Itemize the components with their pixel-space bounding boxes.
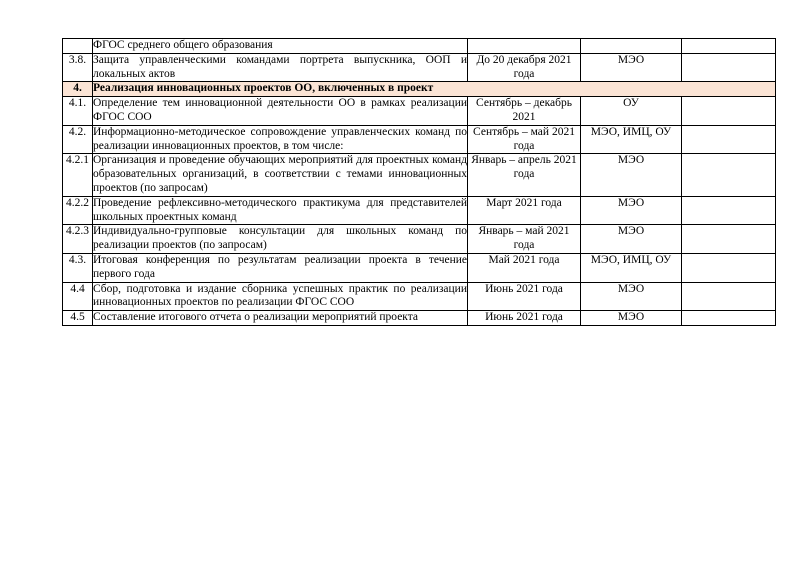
row-number-cell: 3.8.	[63, 53, 93, 82]
row-number-cell: 4.1.	[63, 97, 93, 126]
row-number-cell: 4.4	[63, 282, 93, 311]
activity-cell: Защита управленческими командами портрета выпускника, ООП и локальных актов	[93, 53, 468, 82]
dates-cell: Сентябрь – май 2021 года	[468, 125, 581, 154]
responsible-cell: МЭО	[581, 225, 682, 254]
notes-cell	[682, 154, 776, 196]
row-number-cell: 4.5	[63, 311, 93, 326]
activity-cell: Информационно-методическое сопровождение управленческих команд по реализации инновационных проектов, в том числе:	[93, 125, 468, 154]
table-row	[63, 282, 776, 311]
notes-cell	[682, 282, 776, 311]
table-row	[63, 196, 776, 225]
dates-cell: Январь – апрель 2021 года	[468, 154, 581, 196]
notes-cell	[682, 97, 776, 126]
table-row	[63, 39, 776, 54]
notes-cell	[682, 225, 776, 254]
activity-cell: Организация и проведение обучающих мероприятий для проектных команд образовательных организаций, в соответствии с темами инновационных проектов (по запросам)	[93, 154, 468, 196]
responsible-cell: МЭО	[581, 154, 682, 196]
dates-cell: Июнь 2021 года	[468, 282, 581, 311]
activity-cell: Определение тем инновационной деятельности ОО в рамках реализации ФГОС СОО	[93, 97, 468, 126]
notes-cell	[682, 53, 776, 82]
activity-cell: Сбор, подготовка и издание сборника успешных практик по реализации инновационных проектов по реализации ФГОС СОО	[93, 282, 468, 311]
table-row	[63, 53, 776, 82]
responsible-cell: ОУ	[581, 97, 682, 126]
notes-cell	[682, 39, 776, 54]
responsible-cell	[581, 39, 682, 54]
row-number-cell: 4.2.3	[63, 225, 93, 254]
row-number-cell: 4.2.2	[63, 196, 93, 225]
activity-cell: ФГОС среднего общего образования	[93, 39, 468, 54]
table-row	[63, 253, 776, 282]
notes-cell	[682, 311, 776, 326]
activity-cell: Итоговая конференция по результатам реализации проекта в течение первого года	[93, 253, 468, 282]
notes-cell	[682, 253, 776, 282]
table-row	[63, 97, 776, 126]
responsible-cell: МЭО	[581, 53, 682, 82]
dates-cell: Январь – май 2021 года	[468, 225, 581, 254]
responsible-cell: МЭО	[581, 311, 682, 326]
activity-cell: Составление итогового отчета о реализации мероприятий проекта	[93, 311, 468, 326]
section-title-cell: Реализация инновационных проектов ОО, включенных в проект	[93, 82, 776, 97]
row-number-cell: 4.3.	[63, 253, 93, 282]
table-row	[63, 154, 776, 196]
responsible-cell: МЭО	[581, 196, 682, 225]
activity-cell: Индивидуально-групповые консультации для школьных команд по реализации проектов (по запросам)	[93, 225, 468, 254]
responsible-cell: МЭО, ИМЦ, ОУ	[581, 253, 682, 282]
dates-cell: Сентябрь – декабрь 2021	[468, 97, 581, 126]
table-row	[63, 225, 776, 254]
dates-cell: Май 2021 года	[468, 253, 581, 282]
section-row	[63, 82, 776, 97]
dates-cell: Июнь 2021 года	[468, 311, 581, 326]
dates-cell: До 20 декабря 2021 года	[468, 53, 581, 82]
table-row	[63, 311, 776, 326]
responsible-cell: МЭО	[581, 282, 682, 311]
project-plan-table-body	[63, 39, 776, 326]
responsible-cell: МЭО, ИМЦ, ОУ	[581, 125, 682, 154]
row-number-cell: 4.	[63, 82, 93, 97]
row-number-cell	[63, 39, 93, 54]
row-number-cell: 4.2.	[63, 125, 93, 154]
notes-cell	[682, 125, 776, 154]
project-plan-table	[62, 38, 776, 326]
notes-cell	[682, 196, 776, 225]
dates-cell: Март 2021 года	[468, 196, 581, 225]
activity-cell: Проведение рефлексивно-методического практикума для представителей школьных проектных команд	[93, 196, 468, 225]
row-number-cell: 4.2.1	[63, 154, 93, 196]
table-row	[63, 125, 776, 154]
dates-cell	[468, 39, 581, 54]
